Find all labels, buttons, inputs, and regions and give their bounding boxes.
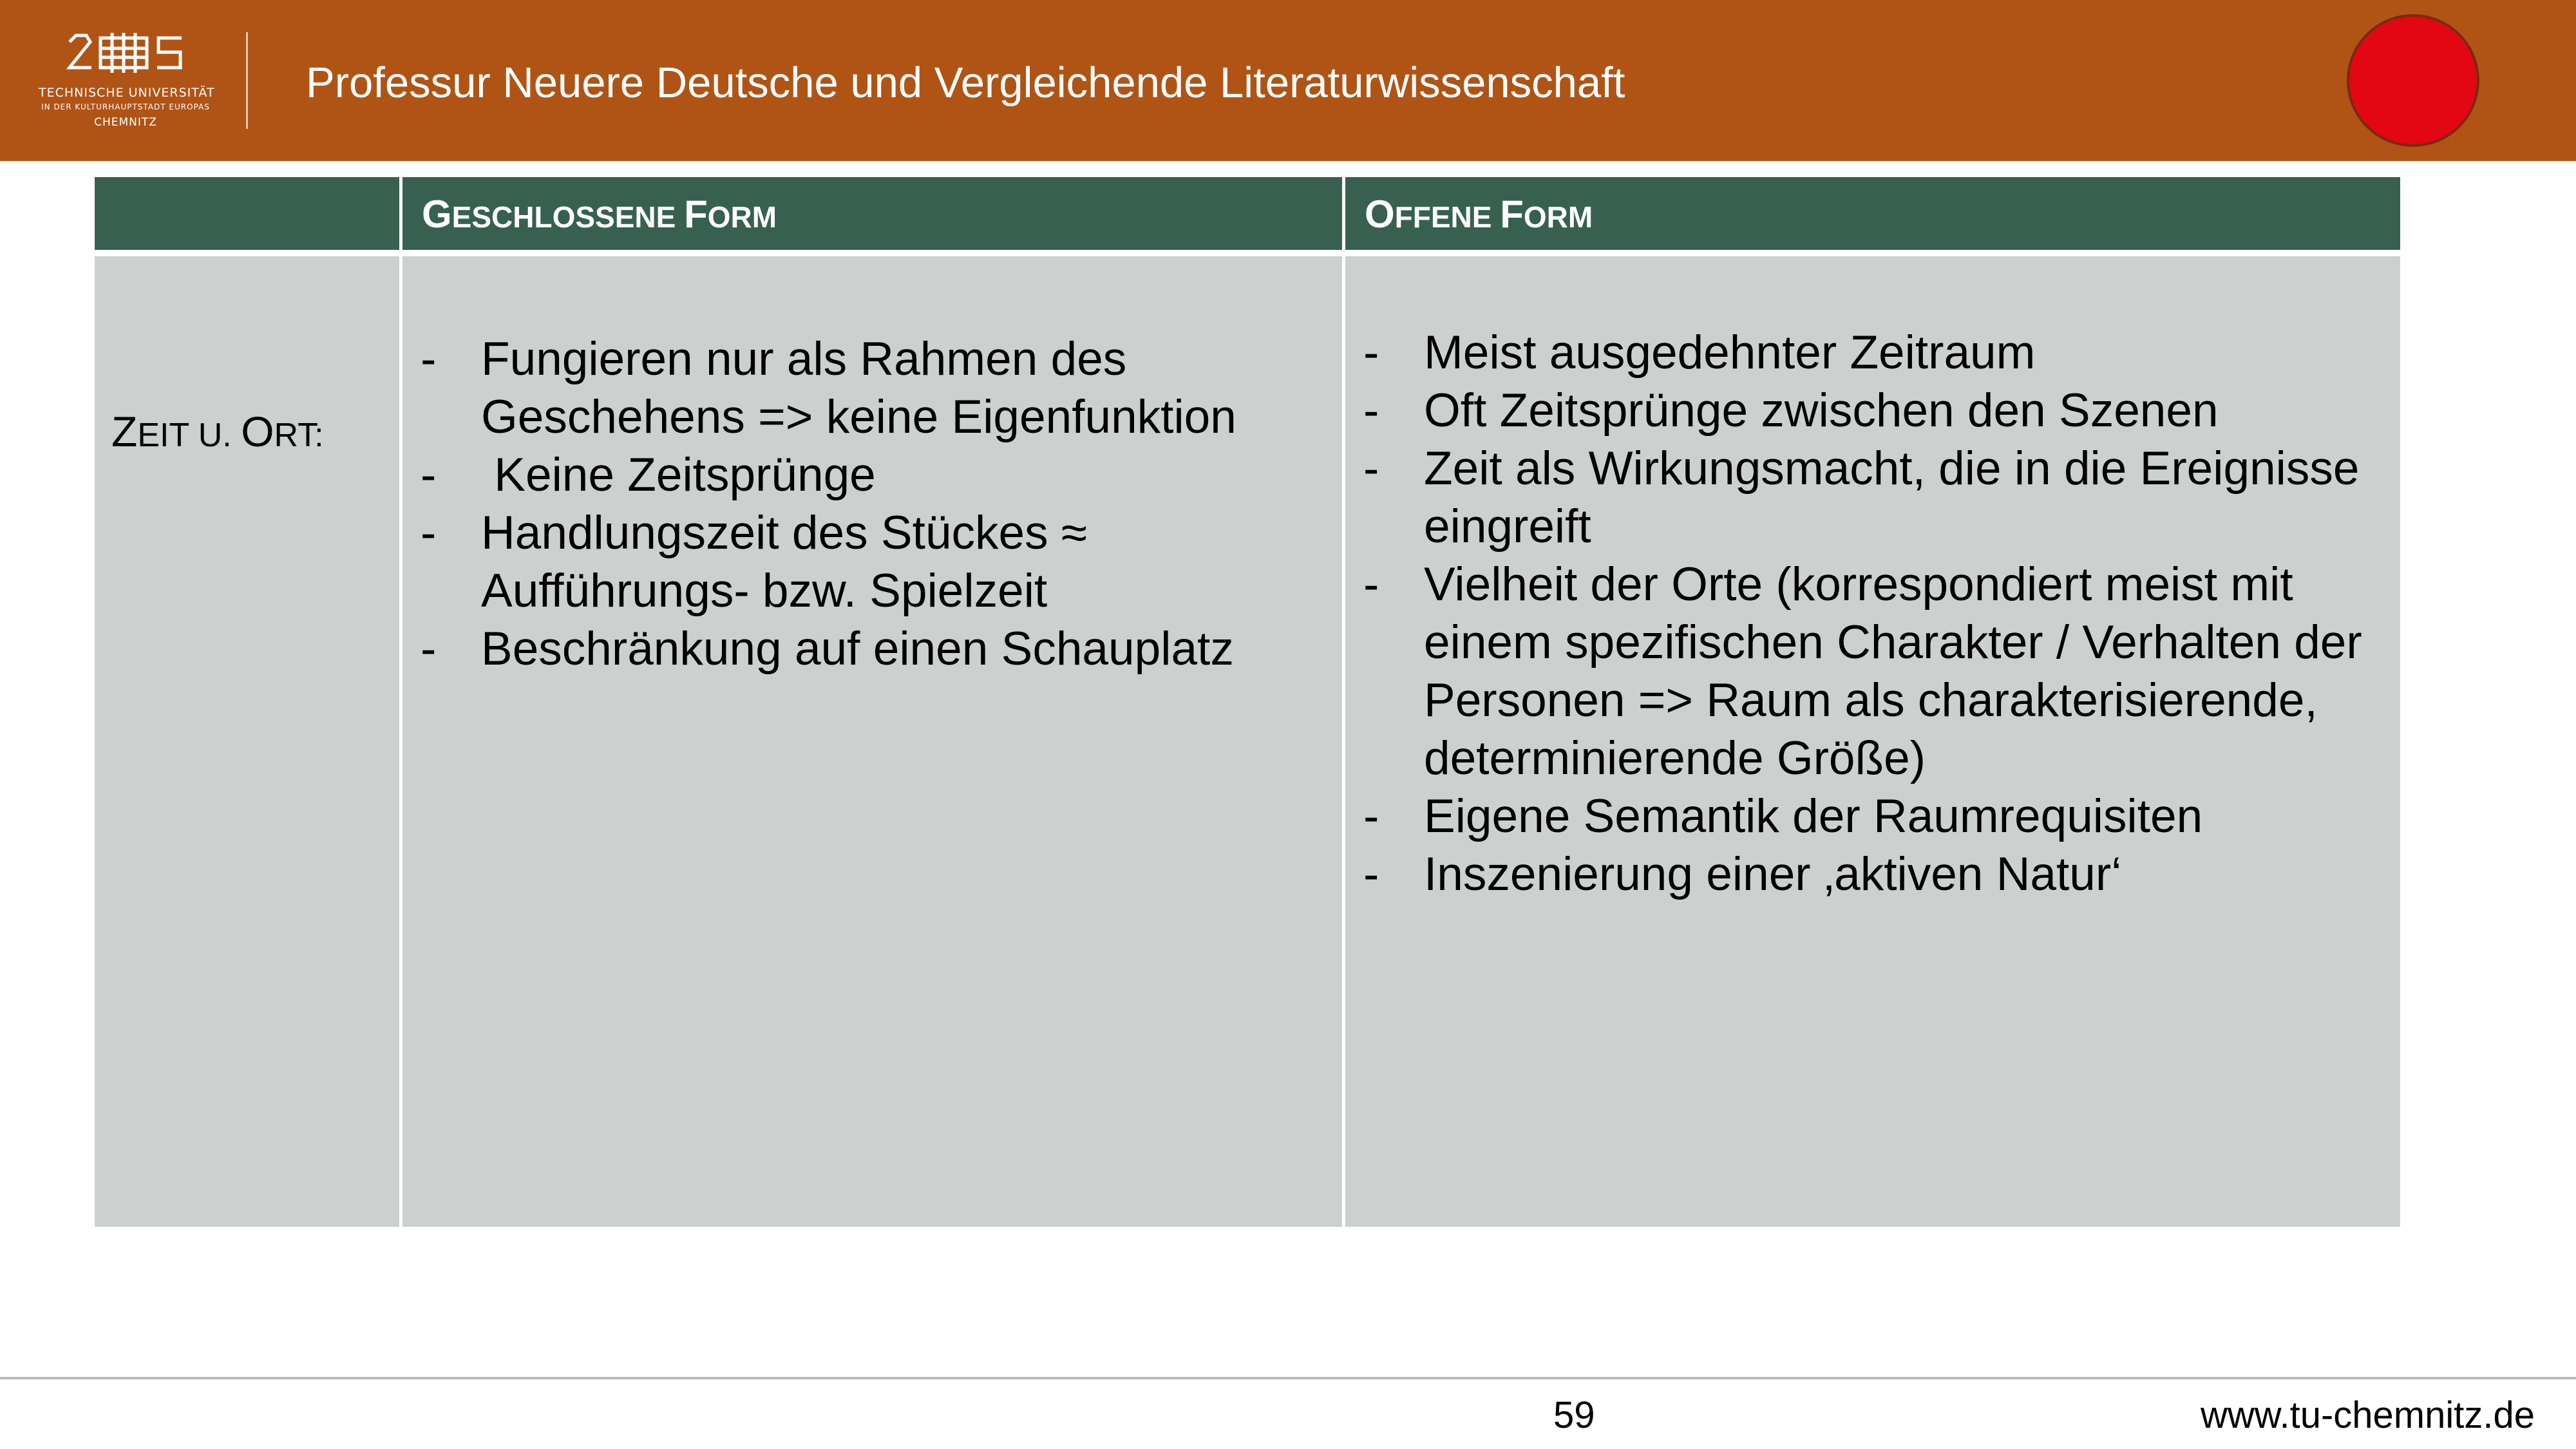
table-header-open-form <box>1345 177 2400 250</box>
table-cell-open-form <box>1345 256 2400 1227</box>
logo-text-line-3: CHEMNITZ <box>94 116 157 129</box>
tu-logo-mark-icon <box>64 29 187 80</box>
comparison-table <box>95 177 2400 1227</box>
closed-form-list <box>402 330 1342 678</box>
list-item: - Handlungszeit des Stückes ≈ Aufführungs- bzw. Spielzeit <box>402 504 1342 620</box>
row-label-time-place: ZEIT U. ORT: <box>111 408 324 455</box>
column-title-closed-form: GESCHLOSSENE FORM <box>422 193 777 236</box>
logo-text-line-2: IN DER KULTURHAUPTSTADT EUROPAS <box>41 102 210 111</box>
table-cell-closed-form <box>402 256 1342 1227</box>
column-title-open-form: OFFENE FORM <box>1365 193 1593 236</box>
list-item: - Fungieren nur als Rahmen des Geschehens => keine Eigenfunktion <box>402 330 1342 446</box>
table-header-closed-form <box>402 177 1342 250</box>
list-item: - Zeit als Wirkungsmacht, die in die Ereignisse eingreift <box>1345 440 2400 556</box>
list-item: - Keine Zeitsprünge <box>402 446 1342 504</box>
page-number: 59 <box>1553 1394 1595 1436</box>
list-item: - Meist ausgedehnter Zeitraum <box>1345 324 2400 382</box>
list-item: - Beschränkung auf einen Schauplatz <box>402 620 1342 678</box>
list-item: - Inszenierung einer ‚aktiven Natur‘ <box>1345 846 2400 904</box>
website-url: www.tu-chemnitz.de <box>2201 1394 2535 1436</box>
list-item: - Vielheit der Orte (korrespondiert meist mit einem spezifischen Charakter / Verhalten der Personen => Raum als charakterisierende, determinierende Größe) <box>1345 556 2400 788</box>
red-circle-marker <box>2347 14 2479 147</box>
list-item: - Eigene Semantik der Raumrequisiten <box>1345 788 2400 846</box>
table-row-label-cell <box>95 256 399 1227</box>
slide-header <box>0 0 2576 161</box>
logo-text-line-1: TECHNISCHE UNIVERSITÄT <box>39 86 215 100</box>
open-form-list <box>1345 324 2400 904</box>
header-divider <box>246 32 248 129</box>
table-header-empty-cell <box>95 177 399 250</box>
footer-divider <box>0 1377 2576 1379</box>
header-title: Professur Neuere Deutsche und Vergleichende Literaturwissenschaft <box>306 59 1625 107</box>
list-item: - Oft Zeitsprünge zwischen den Szenen <box>1345 382 2400 440</box>
university-logo <box>39 29 213 132</box>
